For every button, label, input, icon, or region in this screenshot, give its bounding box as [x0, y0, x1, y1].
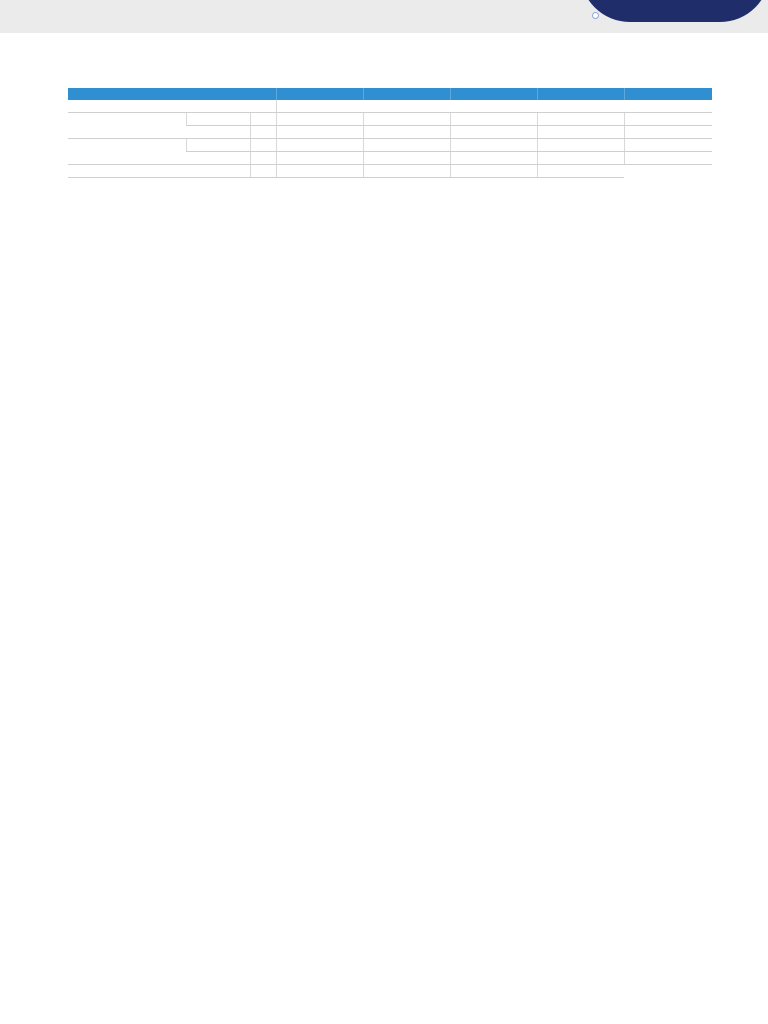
brand-mark-icon	[592, 12, 599, 19]
power-input-cooling-row	[68, 139, 712, 152]
cell-value	[363, 152, 450, 165]
cell-value	[276, 152, 363, 165]
cell-value	[363, 113, 450, 126]
unit	[250, 126, 276, 139]
row-label	[68, 113, 186, 139]
cell-value	[624, 113, 712, 126]
model-row	[68, 88, 712, 100]
row-label	[68, 139, 186, 165]
cell-value	[363, 139, 450, 152]
cell-value	[537, 152, 624, 165]
capacity-cooling-row	[68, 113, 712, 126]
cell-value	[537, 126, 624, 139]
cell-value	[450, 152, 537, 165]
cell-value	[624, 139, 712, 152]
unit	[250, 152, 276, 165]
cell-value	[450, 113, 537, 126]
unit	[250, 113, 276, 126]
row-label	[68, 100, 276, 113]
cell-value	[276, 126, 363, 139]
cell-value	[537, 165, 624, 178]
model-name	[450, 88, 537, 100]
cell-value	[537, 113, 624, 126]
power-supply-row	[68, 100, 712, 113]
airflow-row	[68, 165, 712, 178]
cell-value	[276, 165, 363, 178]
brand-tagline-group	[592, 11, 722, 20]
cell-value	[450, 126, 537, 139]
unit	[250, 165, 276, 178]
cell-value	[624, 126, 712, 139]
cell-value	[363, 126, 450, 139]
cell-value	[624, 152, 712, 165]
sub-label	[186, 139, 250, 152]
cell-value	[276, 139, 363, 152]
model-name	[276, 88, 363, 100]
cell-value	[450, 165, 537, 178]
cell-value	[537, 139, 624, 152]
unit	[250, 139, 276, 152]
spec-table-1	[68, 88, 712, 178]
sub-label	[186, 126, 250, 139]
cell-value	[363, 165, 450, 178]
cell-value	[450, 139, 537, 152]
sub-label	[186, 113, 250, 126]
model-name	[624, 88, 712, 100]
row-label	[68, 165, 250, 178]
cell-value	[276, 113, 363, 126]
model-name	[363, 88, 450, 100]
model-label	[68, 88, 276, 100]
model-name	[537, 88, 624, 100]
sub-label	[186, 152, 250, 165]
power-supply-value	[276, 100, 712, 113]
